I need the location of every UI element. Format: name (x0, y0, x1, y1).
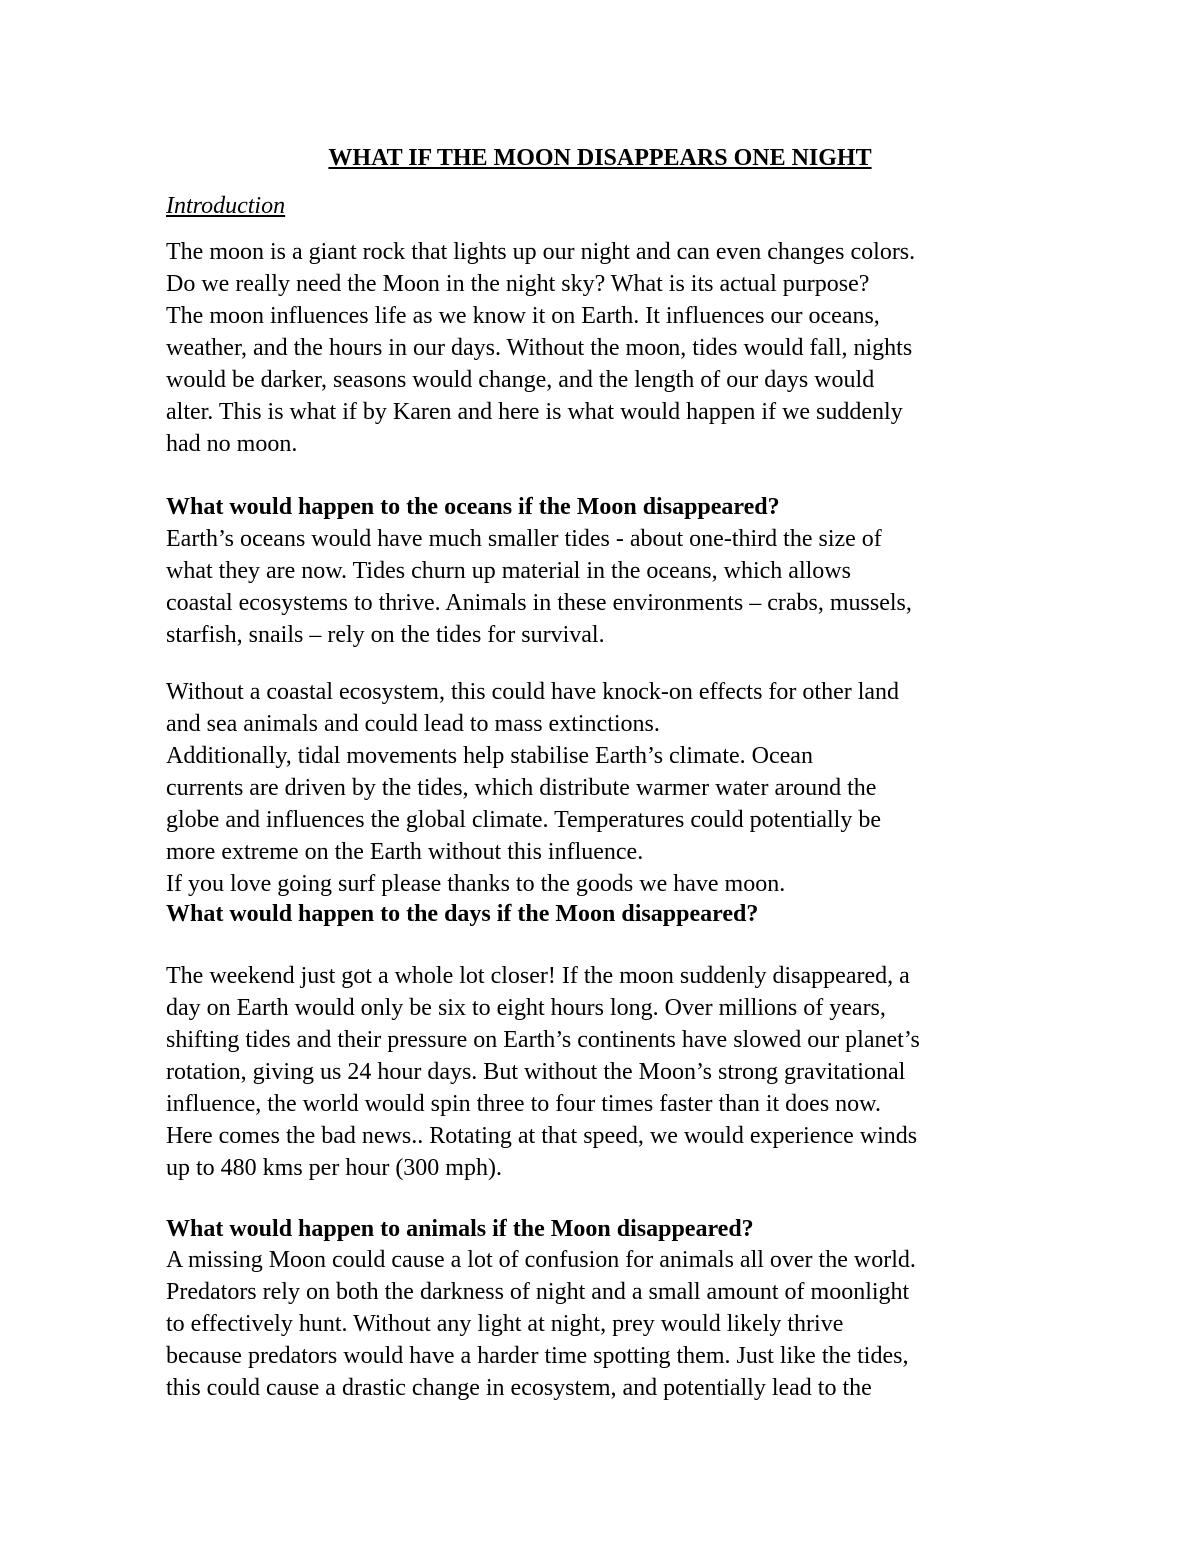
paragraph-line: to effectively hunt. Without any light at night, prey would likely thrive (166, 1311, 844, 1337)
paragraph-line: Predators rely on both the darkness of night and a small amount of moonlight (166, 1279, 910, 1305)
paragraph-line: The moon influences life as we know it on Earth. It influences our oceans, (166, 303, 880, 329)
paragraph-line: this could cause a drastic change in ecosystem, and potentially lead to the (166, 1375, 872, 1401)
paragraph-line: Earth’s oceans would have much smaller tides - about one-third the size of (166, 526, 882, 552)
section-heading: What would happen to the days if the Moon disappeared? (166, 901, 759, 927)
paragraph-line: Additionally, tidal movements help stabilise Earth’s climate. Ocean (166, 743, 813, 769)
paragraph-line: The moon is a giant rock that lights up our night and can even changes colors. (166, 239, 916, 265)
paragraph-line: day on Earth would only be six to eight hours long. Over millions of years, (166, 995, 886, 1021)
introduction-heading: Introduction (166, 193, 286, 219)
paragraph-line: up to 480 kms per hour (300 mph). (166, 1155, 502, 1181)
document-title: WHAT IF THE MOON DISAPPEARS ONE NIGHT (328, 145, 872, 171)
paragraph-line: The weekend just got a whole lot closer! If the moon suddenly disappeared, a (166, 963, 910, 989)
paragraph-line: If you love going surf please thanks to the goods we have moon. (166, 871, 786, 897)
paragraph-line: and sea animals and could lead to mass extinctions. (166, 711, 660, 737)
section-heading: What would happen to animals if the Moon disappeared? (166, 1216, 754, 1242)
paragraph-line: influence, the world would spin three to four times faster than it does now. (166, 1091, 881, 1117)
paragraph-line: rotation, giving us 24 hour days. But without the Moon’s strong gravitational (166, 1059, 906, 1085)
paragraph-line: Without a coastal ecosystem, this could have knock-on effects for other land (166, 679, 900, 705)
paragraph-line: currents are driven by the tides, which distribute warmer water around the (166, 775, 877, 801)
paragraph-line: coastal ecosystems to thrive. Animals in these environments – crabs, mussels, (166, 590, 912, 616)
paragraph-line: shifting tides and their pressure on Earth’s continents have slowed our planet’s (166, 1027, 920, 1053)
paragraph-line: would be darker, seasons would change, and the length of our days would (166, 367, 875, 393)
section-heading: What would happen to the oceans if the Moon disappeared? (166, 494, 780, 520)
paragraph-line: more extreme on the Earth without this influence. (166, 839, 644, 865)
paragraph-line: Here comes the bad news.. Rotating at that speed, we would experience winds (166, 1123, 918, 1149)
paragraph-line: because predators would have a harder time spotting them. Just like the tides, (166, 1343, 909, 1369)
paragraph-line: A missing Moon could cause a lot of confusion for animals all over the world. (166, 1247, 916, 1273)
paragraph-line: had no moon. (166, 431, 298, 457)
paragraph-line: weather, and the hours in our days. Without the moon, tides would fall, nights (166, 335, 913, 361)
paragraph-line: globe and influences the global climate. Temperatures could potentially be (166, 807, 881, 833)
paragraph-line: Do we really need the Moon in the night sky? What is its actual purpose? (166, 271, 870, 297)
paragraph-line: what they are now. Tides churn up material in the oceans, which allows (166, 558, 851, 584)
paragraph-line: starfish, snails – rely on the tides for survival. (166, 622, 605, 648)
paragraph-line: alter. This is what if by Karen and here is what would happen if we suddenly (166, 399, 903, 425)
